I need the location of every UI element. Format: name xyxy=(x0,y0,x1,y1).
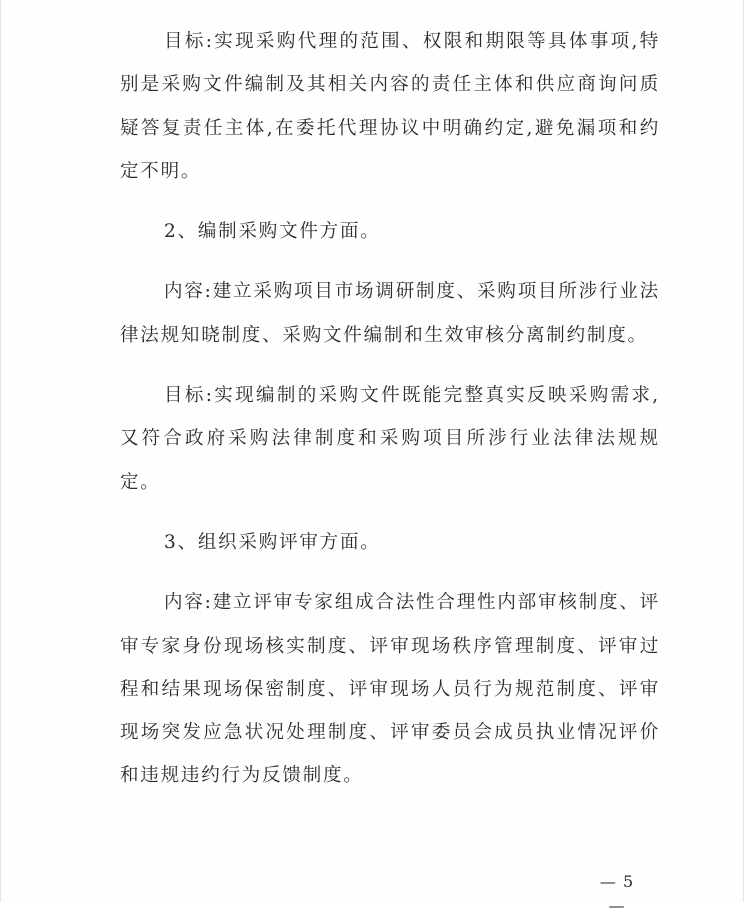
paragraph-goal-procurement-documents: 目标:实现编制的采购文件既能完整真实反映采购需求,又符合政府采购法律制度和采购项目所涉行业法律法规规定。 xyxy=(120,385,660,493)
page-number: — 5 — xyxy=(599,872,635,915)
paragraph-goal-agency-scope: 目标:实现采购代理的范围、权限和期限等具体事项,特别是采购文件编制及其相关内容的责任主体和供应商询问质疑答复责任主体,在委托代理协议中明确约定,避免漏项和约定不明。 xyxy=(120,31,660,182)
heading-procurement-documents: 2、编制采购文件方面。 xyxy=(164,221,381,243)
paragraph-content-procurement-documents: 内容:建立采购项目市场调研制度、采购项目所涉行业法律法规知晓制度、采购文件编制和生效审核分离制约制度。 xyxy=(120,281,660,346)
page-content xyxy=(120,20,660,798)
paragraph-content-procurement-evaluation: 内容:建立评审专家组成合法性合理性内部审核制度、评审专家身份现场核实制度、评审现场秩序管理制度、评审过程和结果现场保密制度、评审现场人员行为规范制度、评审现场突发应急状况处理制度、评审委员会成员执业情况评价和违规违约行为反馈制度。 xyxy=(120,592,660,787)
heading-procurement-evaluation: 3、组织采购评审方面。 xyxy=(164,531,381,553)
